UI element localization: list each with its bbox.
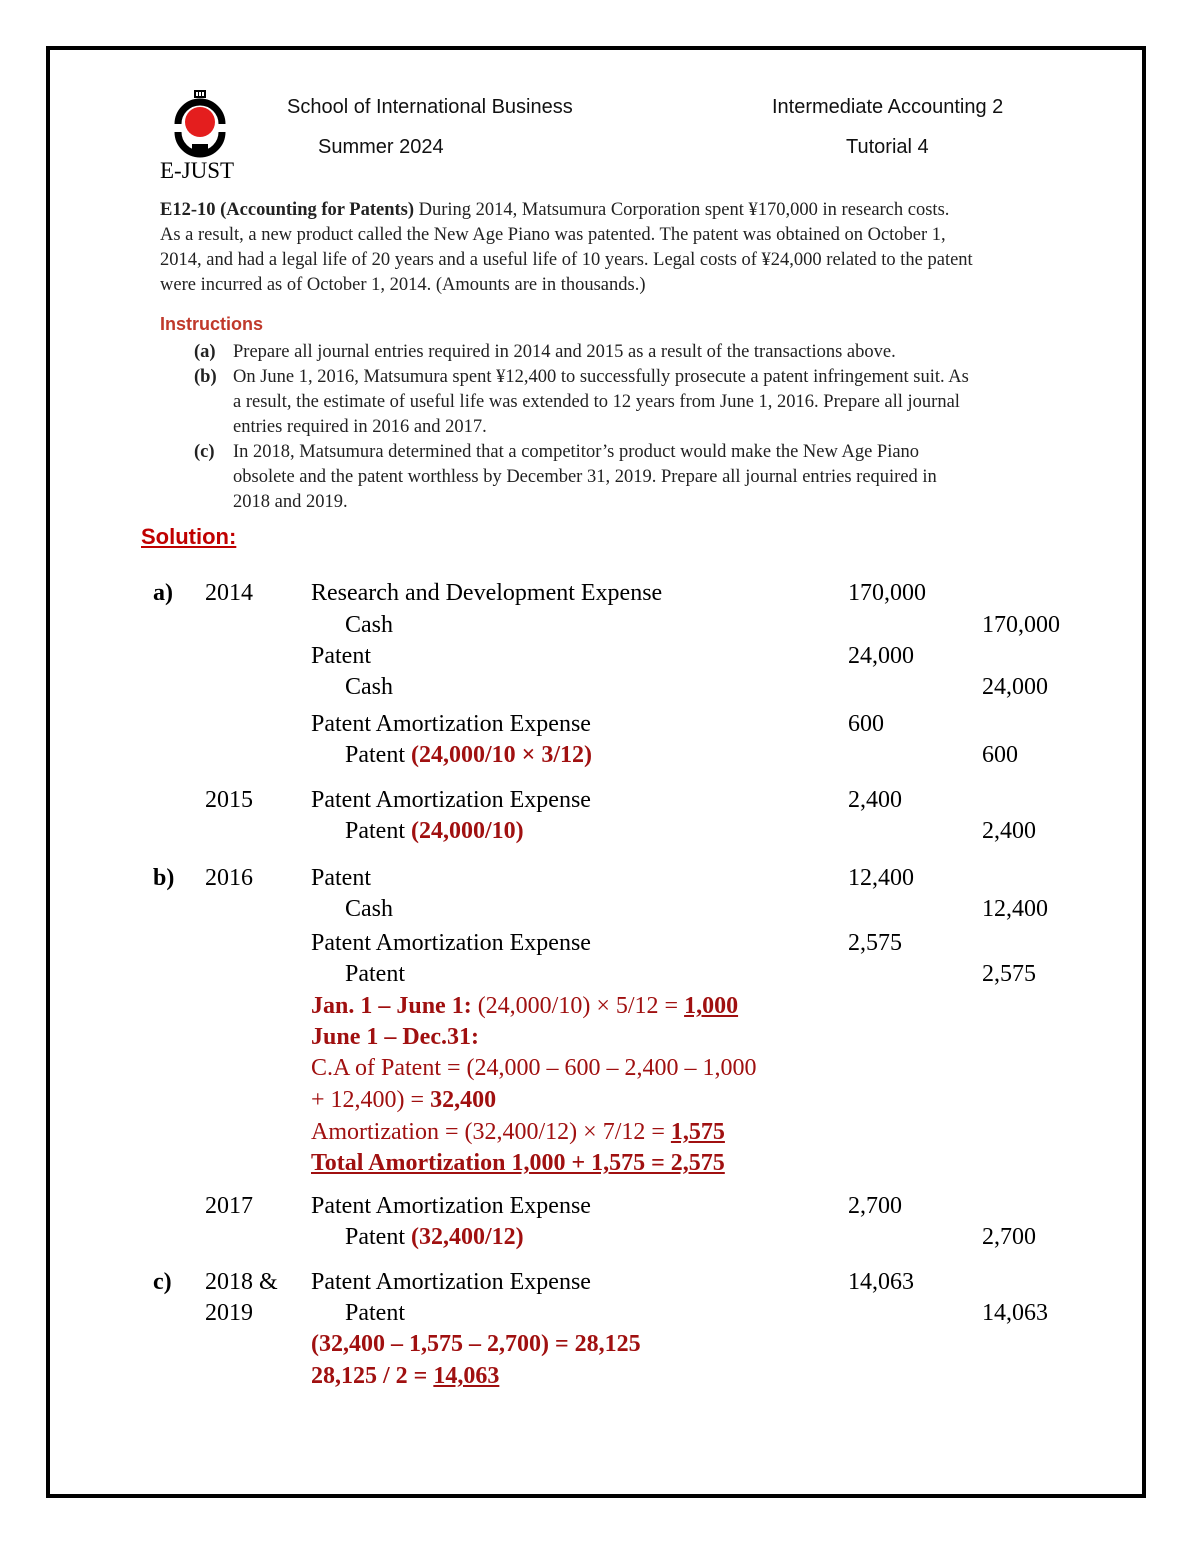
problem-line-2: As a result, a new product called the New Age Piano was patented. The patent was obtained on October 1, xyxy=(160,225,946,245)
calc-ca-expr: + 12,400) = xyxy=(311,1087,431,1113)
calc-jan-label: Jan. 1 – June 1: xyxy=(311,993,472,1019)
calc-total-amortization: Total Amortization 1,000 + 1,575 = 2,575 xyxy=(311,1150,725,1176)
amortization-debit-2016: 2,575 xyxy=(848,930,902,956)
year-2019: 2019 xyxy=(205,1300,253,1326)
instruction-b-line-3: entries required in 2016 and 2017. xyxy=(233,417,487,437)
instruction-letter-c: (c) xyxy=(194,442,215,462)
patent-credit-line-2015 xyxy=(345,818,524,845)
course-name: Intermediate Accounting 2 xyxy=(772,96,1004,118)
calc-carrying-amount-line-1: C.A of Patent = (24,000 – 600 – 2,400 – 1,000 xyxy=(311,1055,757,1081)
amortization-debit-2015: 2,400 xyxy=(848,787,902,813)
cash-account-1: Cash xyxy=(345,612,393,638)
amortization-expense-2014: Patent Amortization Expense xyxy=(311,711,591,737)
patent-credit-2014: 600 xyxy=(982,742,1018,768)
instruction-letter-a: (a) xyxy=(194,342,216,362)
instruction-c-line-1: In 2018, Matsumura determined that a competitor’s product would make the New Age Piano xyxy=(233,442,920,462)
logo-emblem-icon xyxy=(168,88,232,160)
patent-account-2018: Patent xyxy=(345,1300,405,1326)
patent-credit-2018: 14,063 xyxy=(982,1300,1048,1326)
part-c-label: c) xyxy=(153,1269,172,1295)
instructions-title: Instructions xyxy=(160,314,264,334)
patent-credit-2015: 2,400 xyxy=(982,818,1036,844)
amortization-expense-2018: Patent Amortization Expense xyxy=(311,1269,591,1295)
cash-credit-2: 24,000 xyxy=(982,674,1048,700)
year-2016: 2016 xyxy=(205,865,253,891)
solution-title: Solution: xyxy=(141,524,237,549)
calc-jan-june xyxy=(311,993,738,1020)
calc-jan-expr: (24,000/10) × 5/12 = xyxy=(471,993,685,1019)
calc-ca-value: 32,400 xyxy=(430,1087,497,1113)
patent-calc-2015: (24,000/10) xyxy=(411,818,524,844)
rd-expense-account: Research and Development Expense xyxy=(311,580,663,606)
part-b-label: b) xyxy=(153,865,175,891)
calc-c-line-1: (32,400 – 1,575 – 2,700) = 28,125 xyxy=(311,1331,641,1357)
year-2018: 2018 & xyxy=(205,1269,278,1295)
patent-account-2016: Patent xyxy=(311,865,371,891)
logo-text: E-JUST xyxy=(160,158,235,183)
patent-account-2017: Patent xyxy=(345,1224,405,1250)
rd-expense-debit: 170,000 xyxy=(848,580,926,606)
part-a-label: a) xyxy=(153,580,173,606)
year-2017: 2017 xyxy=(205,1193,253,1219)
instruction-b-line-2: a result, the estimate of useful life was extended to 12 years from June 1, 2016. Prepare all journal xyxy=(233,392,960,412)
patent-calc-2017: (32,400/12) xyxy=(411,1224,524,1250)
instruction-a-line-1: Prepare all journal entries required in 2014 and 2015 as a result of the transactions above. xyxy=(233,342,896,362)
amortization-expense-2017: Patent Amortization Expense xyxy=(311,1193,591,1219)
amortization-expense-2015: Patent Amortization Expense xyxy=(311,787,591,813)
patent-credit-line-2014 xyxy=(345,742,592,769)
amortization-expense-2016: Patent Amortization Expense xyxy=(311,930,591,956)
amortization-debit-2017: 2,700 xyxy=(848,1193,902,1219)
calc-carrying-amount-line-2 xyxy=(311,1087,496,1114)
patent-calc-2014: (24,000/10 × 3/12) xyxy=(411,742,592,768)
year-2014: 2014 xyxy=(205,580,253,606)
calc-jan-value: 1,000 xyxy=(684,993,739,1019)
problem-line-3: 2014, and had a legal life of 20 years and a useful life of 10 years. Legal costs of ¥24,000 related to the patent xyxy=(160,250,973,270)
instruction-c-line-3: 2018 and 2019. xyxy=(233,492,348,512)
instruction-c-line-2: obsolete and the patent worthless by December 31, 2019. Prepare all journal entries required in xyxy=(233,467,937,487)
patent-account-2015: Patent xyxy=(345,818,405,844)
patent-credit-2017: 2,700 xyxy=(982,1224,1036,1250)
instruction-b-line-1: On June 1, 2016, Matsumura spent ¥12,400 to successfully prosecute a patent infringement suit. As xyxy=(233,367,969,387)
calc-amort-expr: Amortization = (32,400/12) × 7/12 = xyxy=(311,1119,671,1145)
cash-credit-2016: 12,400 xyxy=(982,896,1048,922)
patent-account-1: Patent xyxy=(311,643,371,669)
patent-debit-1: 24,000 xyxy=(848,643,914,669)
problem-title: E12-10 (Accounting for Patents) xyxy=(160,200,415,220)
cash-account-2016: Cash xyxy=(345,896,393,922)
cash-account-2: Cash xyxy=(345,674,393,700)
patent-account-2016b: Patent xyxy=(345,961,405,987)
tutorial-number: Tutorial 4 xyxy=(846,136,929,158)
e-just-logo xyxy=(168,88,232,160)
calc-june-label: June 1 – Dec.31: xyxy=(311,1024,479,1050)
calc-c-value: 14,063 xyxy=(433,1363,500,1389)
problem-line-1 xyxy=(160,198,949,223)
school-name: School of International Business xyxy=(287,96,573,118)
patent-account-2014: Patent xyxy=(345,742,405,768)
amortization-debit-2018: 14,063 xyxy=(848,1269,914,1295)
patent-credit-2016: 2,575 xyxy=(982,961,1036,987)
calc-amortization xyxy=(311,1119,725,1146)
term: Summer 2024 xyxy=(318,136,444,158)
instruction-letter-b: (b) xyxy=(194,367,217,387)
patent-debit-2016: 12,400 xyxy=(848,865,914,891)
amortization-debit-2014: 600 xyxy=(848,711,884,737)
cash-credit-1: 170,000 xyxy=(982,612,1060,638)
year-2015: 2015 xyxy=(205,787,253,813)
problem-text: During 2014, Matsumura Corporation spent ¥170,000 in research costs. xyxy=(418,200,950,220)
patent-credit-line-2017 xyxy=(345,1224,524,1251)
calc-c-expr: 28,125 / 2 = xyxy=(311,1363,434,1389)
calc-amort-value: 1,575 xyxy=(670,1119,725,1145)
calc-c-line-2 xyxy=(311,1363,499,1390)
problem-line-4: were incurred as of October 1, 2014. (Amounts are in thousands.) xyxy=(160,275,646,295)
